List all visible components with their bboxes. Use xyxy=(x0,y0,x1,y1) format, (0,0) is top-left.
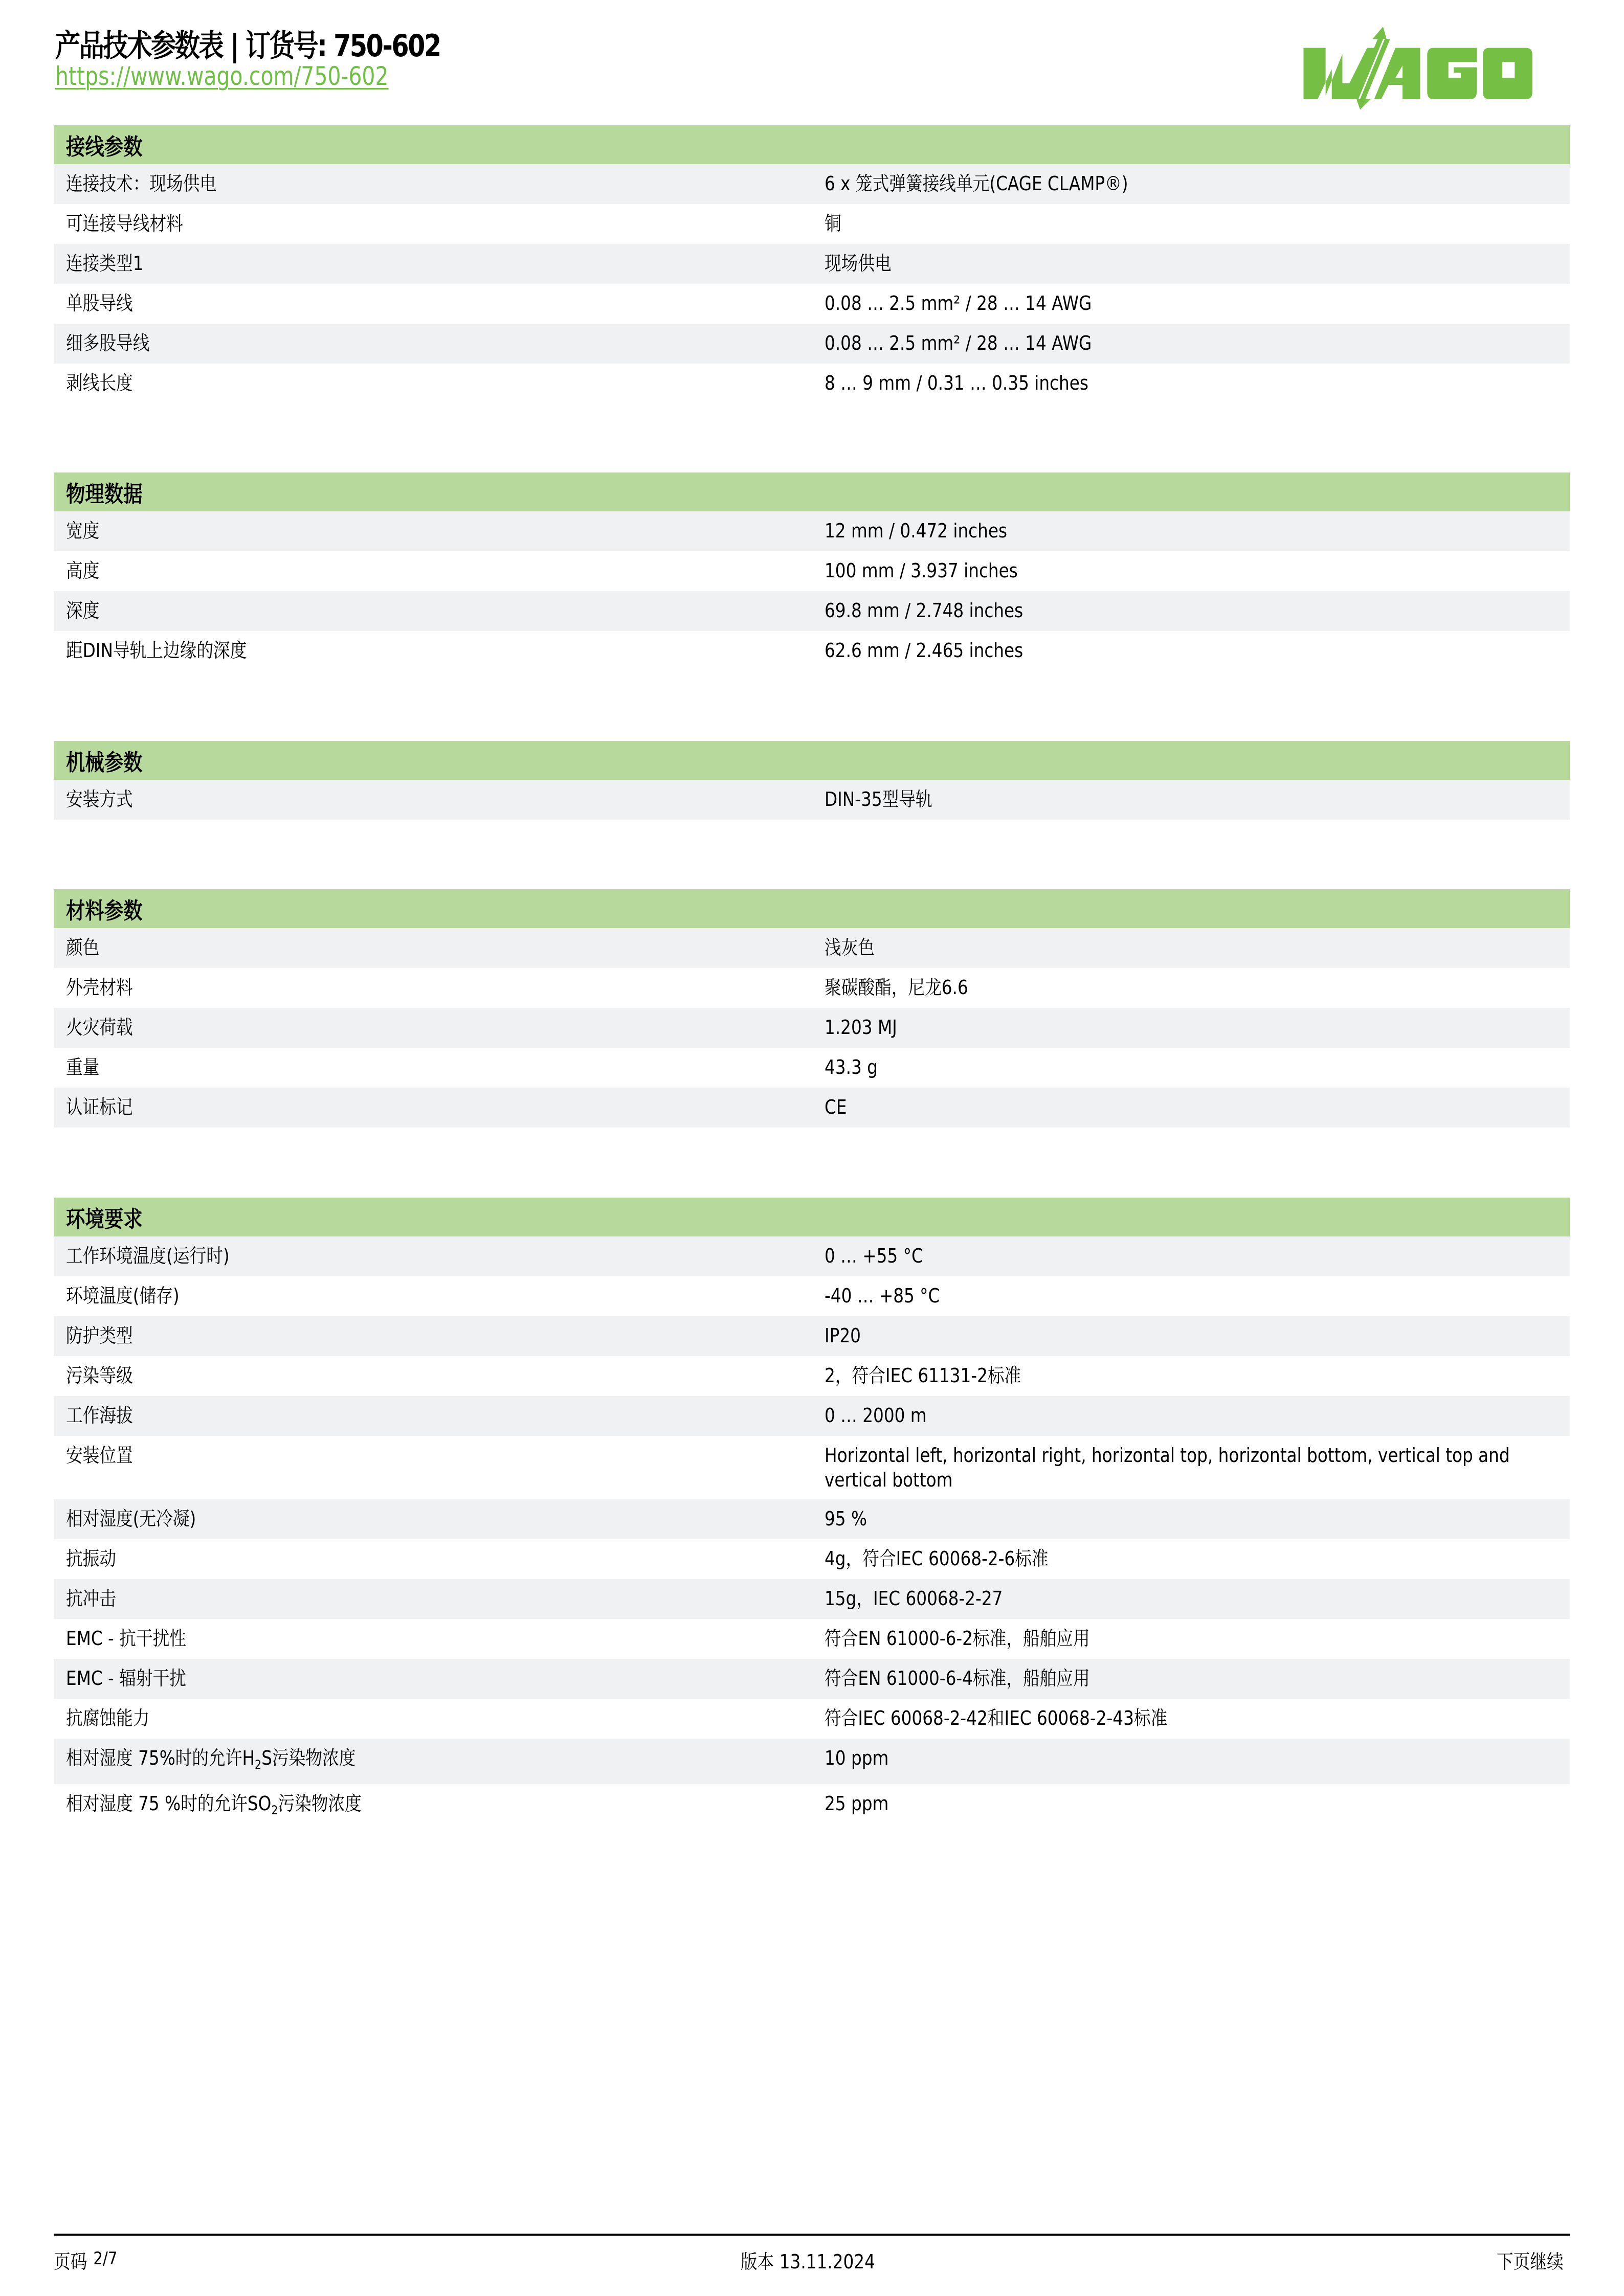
wago-logo xyxy=(1303,14,1533,111)
row-label: 安装位置 xyxy=(66,1444,133,1467)
row-value: 15g，IEC 60068-2-27 xyxy=(825,1587,1003,1610)
subscript: 2 xyxy=(271,1803,278,1817)
footer-page-number xyxy=(54,2246,128,2274)
table-row xyxy=(54,364,1570,403)
row-label: 颜色 xyxy=(66,936,100,959)
table-row xyxy=(54,324,1570,364)
row-label: 工作海拔 xyxy=(66,1404,133,1427)
table-row xyxy=(54,551,1570,591)
section-physical-data xyxy=(54,472,1570,671)
page-number: 2/7 xyxy=(93,2248,118,2269)
section-wiring-parameters xyxy=(54,125,1570,403)
row-label: 高度 xyxy=(66,559,100,582)
table-row xyxy=(54,1739,1570,1784)
table-row xyxy=(54,164,1570,204)
table-row xyxy=(54,1236,1570,1276)
table-row xyxy=(54,1316,1570,1356)
footer-divider xyxy=(54,2234,1570,2236)
row-value: 聚碳酸酯，尼龙6.6 xyxy=(825,976,968,999)
row-value: 符合EN 61000-6-2标准，船舶应用 xyxy=(825,1627,1090,1650)
row-value: 2，符合IEC 61131-2标准 xyxy=(825,1364,1021,1387)
row-label: 抗腐蚀能力 xyxy=(66,1707,150,1729)
section-title: 材料参数 xyxy=(66,898,143,924)
table-row xyxy=(54,1396,1570,1436)
section-title: 机械参数 xyxy=(66,750,143,776)
table-row xyxy=(54,1659,1570,1699)
table-row xyxy=(54,591,1570,631)
row-label: 抗冲击 xyxy=(66,1587,117,1610)
row-value: 43.3 g xyxy=(825,1056,878,1078)
row-label: EMC - 抗干扰性 xyxy=(66,1627,186,1650)
footer-continued xyxy=(1497,2246,1574,2274)
section-title: 物理数据 xyxy=(66,481,143,507)
row-value: 8 … 9 mm / 0.31 … 0.35 inches xyxy=(825,372,1088,394)
table-row xyxy=(54,511,1570,551)
section-mechanical-parameters xyxy=(54,741,1570,820)
section-title: 环境要求 xyxy=(66,1206,143,1232)
label-text: 相对湿度 75 %时的允许SO xyxy=(66,1792,272,1815)
table-row xyxy=(54,1539,1570,1579)
version-text: 版本 13.11.2024 xyxy=(741,2250,875,2273)
table-row xyxy=(54,1048,1570,1088)
label-text: 相对湿度 75%时的允许H xyxy=(66,1747,255,1769)
row-label: 安装方式 xyxy=(66,788,133,811)
label-text: 污染物浓度 xyxy=(278,1792,362,1815)
row-label: 火灾荷载 xyxy=(66,1016,133,1039)
row-value: 4g，符合IEC 60068-2-6标准 xyxy=(825,1547,1049,1570)
section-header xyxy=(54,472,1570,511)
row-value: 10 ppm xyxy=(825,1747,889,1769)
row-label xyxy=(66,1791,362,1822)
row-value: 1.203 MJ xyxy=(825,1016,897,1039)
section-header xyxy=(54,1198,1570,1236)
row-value: 62.6 mm / 2.465 inches xyxy=(825,639,1024,662)
row-value: 符合EN 61000-6-4标准，船舶应用 xyxy=(825,1667,1090,1690)
table-row xyxy=(54,1699,1570,1739)
table-row xyxy=(54,1436,1570,1499)
row-label: 细多股导线 xyxy=(66,332,150,354)
row-label: 认证标记 xyxy=(66,1096,133,1118)
row-value: 12 mm / 0.472 inches xyxy=(825,520,1007,542)
page-label: 页码 xyxy=(54,2250,87,2273)
row-value: 0 … 2000 m xyxy=(825,1404,927,1427)
table-row xyxy=(54,1619,1570,1659)
row-label: 防护类型 xyxy=(66,1324,133,1347)
row-value: 0.08 … 2.5 mm² / 28 … 14 AWG xyxy=(825,292,1092,314)
table-row xyxy=(54,244,1570,284)
table-row xyxy=(54,284,1570,324)
table-row xyxy=(54,780,1570,820)
row-label: 单股导线 xyxy=(66,292,133,314)
row-label: 距DIN导轨上边缘的深度 xyxy=(66,639,247,662)
section-material-parameters xyxy=(54,889,1570,1128)
row-label: 重量 xyxy=(66,1056,100,1078)
row-value: 6 x 笼式弹簧接线单元(CAGE CLAMP®) xyxy=(825,172,1128,195)
page-title: 产品技术参数表 | 订货号: 750-602 xyxy=(55,28,440,64)
row-label: EMC - 辐射干扰 xyxy=(66,1667,186,1690)
table-row xyxy=(54,204,1570,244)
table-row xyxy=(54,1784,1570,1830)
label-text: S污染物浓度 xyxy=(261,1747,356,1769)
table-row xyxy=(54,968,1570,1008)
row-label: 连接技术：现场供电 xyxy=(66,172,217,195)
row-value: IP20 xyxy=(825,1324,861,1347)
section-header xyxy=(54,741,1570,780)
row-label: 污染等级 xyxy=(66,1364,133,1387)
table-row xyxy=(54,631,1570,671)
section-header xyxy=(54,125,1570,164)
section-header xyxy=(54,889,1570,928)
row-value: 符合IEC 60068-2-42和IEC 60068-2-43标准 xyxy=(825,1707,1168,1729)
row-value: 100 mm / 3.937 inches xyxy=(825,559,1018,582)
table-row xyxy=(54,1356,1570,1396)
row-label xyxy=(66,1746,355,1777)
row-value: 69.8 mm / 2.748 inches xyxy=(825,599,1024,622)
row-value: 0.08 … 2.5 mm² / 28 … 14 AWG xyxy=(825,332,1092,354)
table-row xyxy=(54,1008,1570,1048)
row-label: 连接类型1 xyxy=(66,252,144,275)
row-label: 环境温度(储存) xyxy=(66,1285,180,1307)
row-label: 深度 xyxy=(66,599,100,622)
row-value: 现场供电 xyxy=(825,252,892,275)
row-label: 可连接导线材料 xyxy=(66,212,183,235)
footer-version xyxy=(741,2246,897,2274)
row-label: 宽度 xyxy=(66,520,100,542)
table-row xyxy=(54,1499,1570,1539)
row-value: -40 … +85 °C xyxy=(825,1285,940,1307)
row-label: 相对湿度(无冷凝) xyxy=(66,1507,196,1530)
section-environmental-requirements xyxy=(54,1198,1570,1830)
table-row xyxy=(54,1276,1570,1316)
row-value: 铜 xyxy=(825,212,841,235)
continued-text: 下页继续 xyxy=(1497,2250,1564,2273)
row-label: 剥线长度 xyxy=(66,372,133,394)
row-value: DIN-35型导轨 xyxy=(825,788,932,811)
row-value: CE xyxy=(825,1096,847,1118)
table-row xyxy=(54,928,1570,968)
row-label: 抗振动 xyxy=(66,1547,117,1570)
row-label: 工作环境温度(运行时) xyxy=(66,1245,230,1267)
row-value: 95 % xyxy=(825,1507,867,1530)
row-value: 25 ppm xyxy=(825,1792,889,1815)
product-url-link[interactable]: https://www.wago.com/750-602 xyxy=(55,61,389,91)
table-row xyxy=(54,1579,1570,1619)
subscript: 2 xyxy=(255,1758,262,1772)
row-value: Horizontal left, horizontal right, horizontal top, horizontal bottom, vertical top and vertical bottom xyxy=(825,1444,1510,1491)
row-value: 0 … +55 °C xyxy=(825,1245,923,1267)
row-label: 外壳材料 xyxy=(66,976,133,999)
section-title: 接线参数 xyxy=(66,134,143,160)
table-row xyxy=(54,1088,1570,1128)
row-value: 浅灰色 xyxy=(825,936,875,959)
